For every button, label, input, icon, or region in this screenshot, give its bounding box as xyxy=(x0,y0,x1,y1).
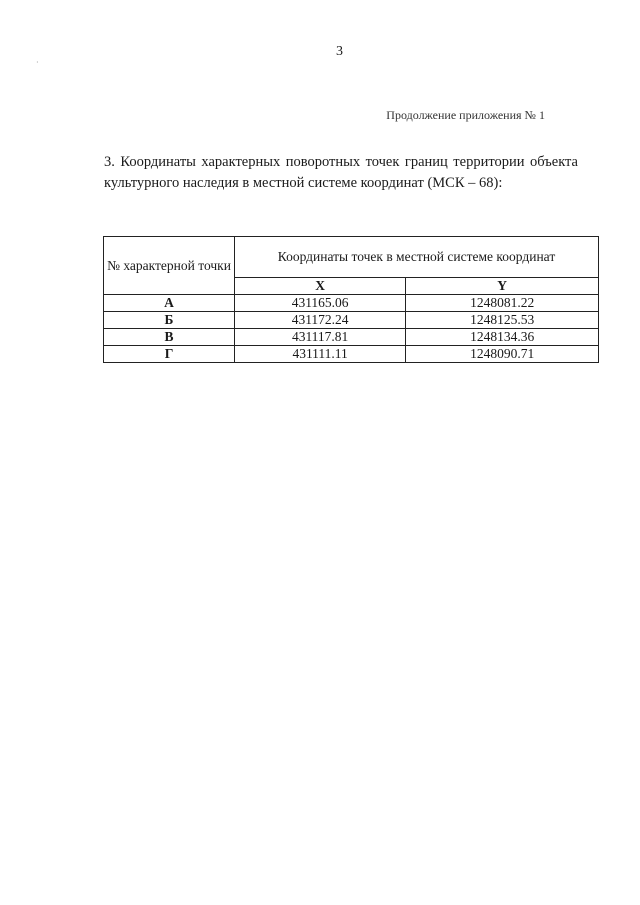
table-row xyxy=(104,346,599,363)
y-value: 1248134.36 xyxy=(406,329,599,346)
header-point-number: № характерной точки xyxy=(104,237,235,295)
table-row xyxy=(104,295,599,312)
scan-mark: · xyxy=(36,58,39,67)
table-row xyxy=(104,312,599,329)
y-value: 1248125.53 xyxy=(406,312,599,329)
y-value: 1248090.71 xyxy=(406,346,599,363)
coordinates-table xyxy=(103,236,599,363)
appendix-note: Продолжение приложения № 1 xyxy=(386,108,545,122)
point-label: Б xyxy=(104,312,235,329)
header-y: Y xyxy=(406,278,599,295)
section-paragraph: 3. Координаты характерных поворотных точек границ территории объекта культурного наследия в местной системе координат (МСК – 68): xyxy=(104,154,578,191)
x-value: 431111.11 xyxy=(235,346,406,363)
x-value: 431165.06 xyxy=(235,295,406,312)
page-number: 3 xyxy=(336,44,343,59)
point-label: В xyxy=(104,329,235,346)
header-coordinates: Координаты точек в местной системе координат xyxy=(235,237,599,278)
header-x: X xyxy=(235,278,406,295)
y-value: 1248081.22 xyxy=(406,295,599,312)
point-label: Г xyxy=(104,346,235,363)
table-row xyxy=(104,329,599,346)
x-value: 431172.24 xyxy=(235,312,406,329)
x-value: 431117.81 xyxy=(235,329,406,346)
point-label: А xyxy=(104,295,235,312)
